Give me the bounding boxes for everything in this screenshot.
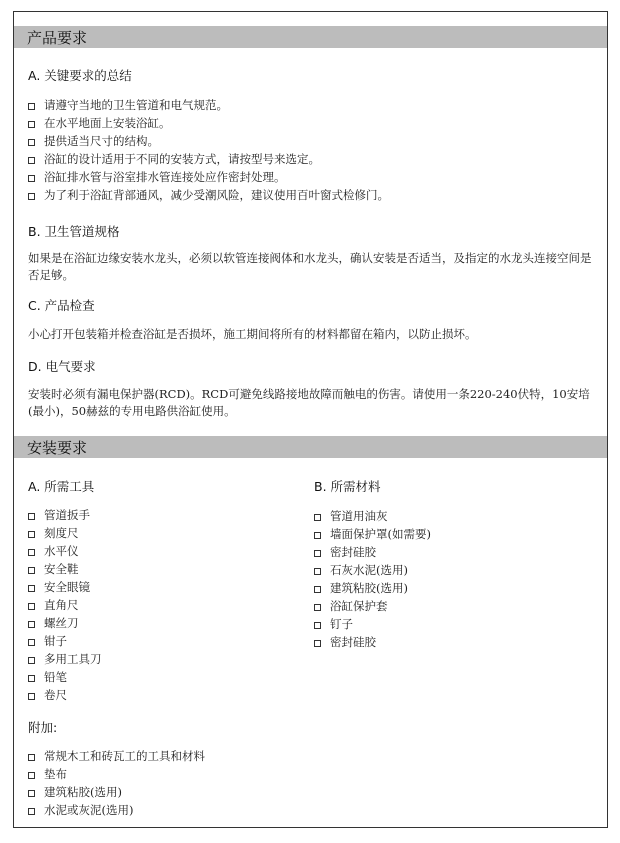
list-item: 请遵守当地的卫生管道和电气规范。 (28, 96, 389, 114)
list-item: 钳子 (28, 632, 102, 650)
list-item: 多用工具刀 (28, 650, 102, 668)
list-item: 管道扳手 (28, 506, 102, 524)
list-item: 安全眼镜 (28, 578, 102, 596)
key-requirements-list (28, 96, 389, 204)
list-item: 建筑粘胶(选用) (314, 579, 431, 597)
list-item: 直角尺 (28, 596, 102, 614)
list-item: 为了利于浴缸背部通风，减少受潮风险，建议使用百叶窗式检修门。 (28, 186, 389, 204)
list-item: 密封硅胶 (314, 633, 431, 651)
heading-electrical: D. 电气要求 (28, 359, 96, 374)
heading-plumbing: B. 卫生管道规格 (28, 224, 120, 239)
list-item: 垫布 (28, 765, 205, 783)
list-item: 提供适当尺寸的结构。 (28, 132, 389, 150)
section-title: 安装要求 (27, 439, 88, 457)
list-item: 水平仪 (28, 542, 102, 560)
list-item: 密封硅胶 (314, 543, 431, 561)
list-item: 水泥或灰泥(选用) (28, 801, 205, 819)
list-item: 铅笔 (28, 668, 102, 686)
list-item: 墙面保护罩(如需要) (314, 525, 431, 543)
list-item: 螺丝刀 (28, 614, 102, 632)
plumbing-text: 如果是在浴缸边缘安装水龙头，必须以软管连接阀体和水龙头，确认安装是否适当，及指定的水龙头连接空间是否足够。 (28, 251, 592, 282)
section-header-product (14, 26, 607, 48)
list-item: 浴缸的设计适用于不同的安装方式，请按型号来选定。 (28, 150, 389, 168)
materials-list (314, 507, 431, 651)
list-item: 常规木工和砖瓦工的工具和材料 (28, 747, 205, 765)
heading-extras: 附加: (28, 720, 58, 735)
heading-materials: B. 所需材料 (314, 479, 381, 494)
heading-key-requirements: A. 关键要求的总结 (28, 68, 132, 83)
section-title: 产品要求 (27, 29, 88, 47)
inspection-text: 小心打开包装箱并检查浴缸是否损坏，施工期间将所有的材料都留在箱内，以防止损坏。 (28, 327, 477, 341)
list-item: 安全鞋 (28, 560, 102, 578)
list-item: 钉子 (314, 615, 431, 633)
section-header-install (14, 436, 607, 458)
tools-list (28, 506, 102, 704)
list-item: 石灰水泥(选用) (314, 561, 431, 579)
list-item: 刻度尺 (28, 524, 102, 542)
list-item: 建筑粘胶(选用) (28, 783, 205, 801)
list-item: 卷尺 (28, 686, 102, 704)
list-item: 在水平地面上安装浴缸。 (28, 114, 389, 132)
heading-tools: A. 所需工具 (28, 479, 95, 494)
list-item: 浴缸保护套 (314, 597, 431, 615)
electrical-text: 安装时必须有漏电保护器(RCD)。RCD可避免线路接地故障而触电的伤害。请使用一条220-240伏特，10安培(最小)，50赫兹的专用电路供浴缸使用。 (28, 387, 590, 418)
list-item: 管道用油灰 (314, 507, 431, 525)
heading-inspection: C. 产品检查 (28, 298, 95, 313)
extras-list (28, 747, 205, 819)
list-item: 浴缸排水管与浴室排水管连接处应作密封处理。 (28, 168, 389, 186)
